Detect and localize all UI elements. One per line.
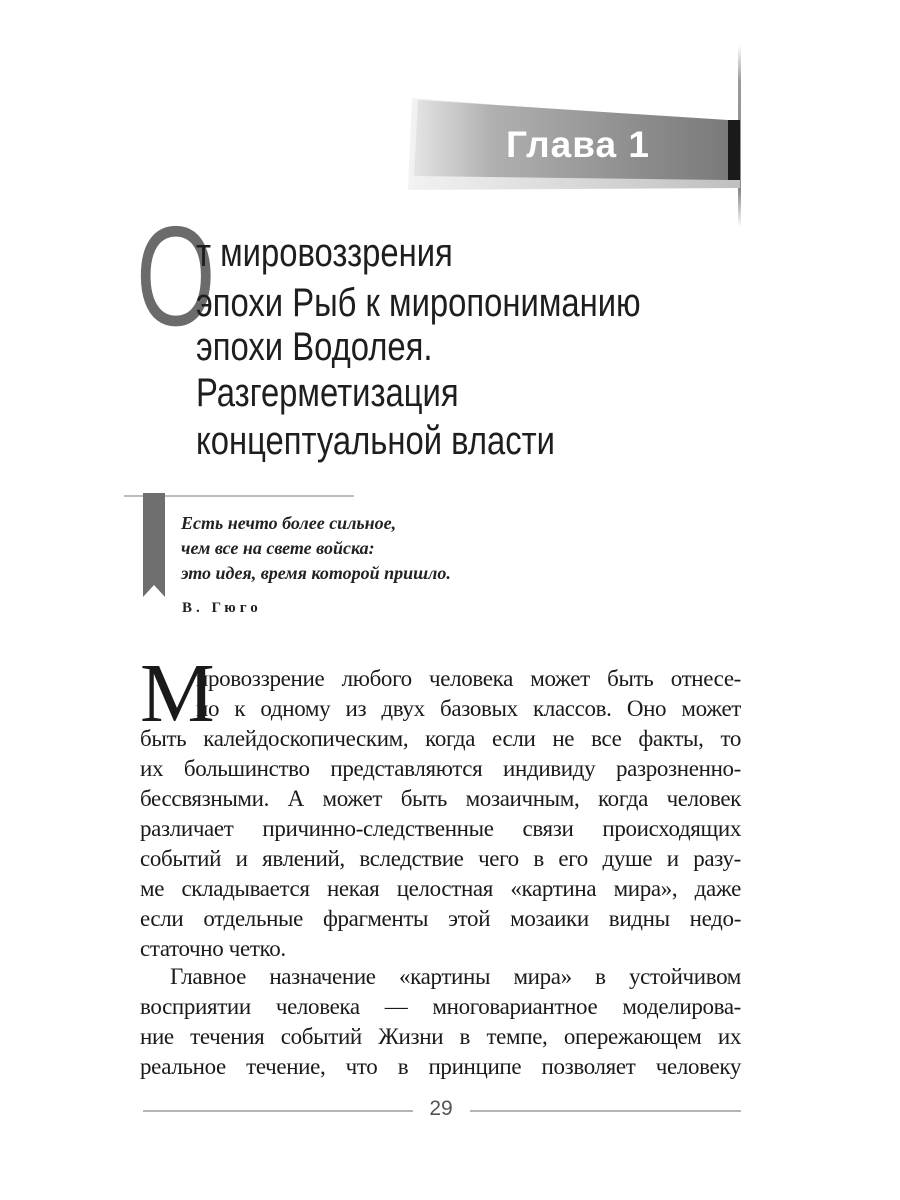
body-line: реальное течение, что в принципе позволяет человеку xyxy=(140,1054,741,1079)
title-line: Разгерметизация xyxy=(196,371,459,415)
chapter-label: Глава 1 xyxy=(506,124,650,165)
body-line: их большинство представляются индивиду разрозненно- xyxy=(140,756,741,781)
epigraph-line: Есть нечто более сильное, xyxy=(181,513,397,533)
title-line: т мировоззрения xyxy=(196,231,453,275)
body-line: восприятии человека — многовариантное моделирова- xyxy=(140,994,741,1019)
body-line: ме складывается некая целостная «картина мира», даже xyxy=(140,876,741,901)
title-line: эпохи Рыб к миропониманию xyxy=(196,281,641,325)
body-line: бессвязными. А может быть мозаичным, когда человек xyxy=(140,786,741,811)
footer-rule-right xyxy=(470,1110,741,1112)
body-line: событий и явлений, вследствие чего в его душе и разу- xyxy=(140,846,741,871)
epigraph-line: чем все на свете войска: xyxy=(181,538,375,558)
chapter-banner xyxy=(408,98,740,190)
title-line: концептуальной власти xyxy=(196,419,555,463)
bookmark-ribbon-icon xyxy=(143,493,165,597)
title-drop-cap: О xyxy=(136,197,216,356)
body-line: но к одному из двух базовых классов. Оно может xyxy=(196,696,741,721)
epigraph-author: В. Гюго xyxy=(182,600,262,616)
body-line: быть калейдоскопическим, когда если не все факты, то xyxy=(140,726,741,751)
footer-rule-left xyxy=(143,1110,413,1112)
body-line: различает причинно-следственные связи происходящих xyxy=(140,816,741,841)
body-line: статочно четко. xyxy=(140,936,286,961)
title-line: эпохи Водолея. xyxy=(196,325,433,369)
page-number: 29 xyxy=(429,1097,453,1120)
body-line: ние течения событий Жизни в темпе, опережающем их xyxy=(140,1024,741,1049)
body-drop-cap: М xyxy=(140,647,215,740)
body-line: если отдельные фрагменты этой мозаики видны недо- xyxy=(140,906,741,931)
body-line: ировоззрение любого человека может быть отнесе- xyxy=(196,666,741,691)
epigraph-line: это идея, время которой пришло. xyxy=(181,563,451,583)
body-line: Главное назначение «картины мира» в устойчивом xyxy=(170,964,741,989)
